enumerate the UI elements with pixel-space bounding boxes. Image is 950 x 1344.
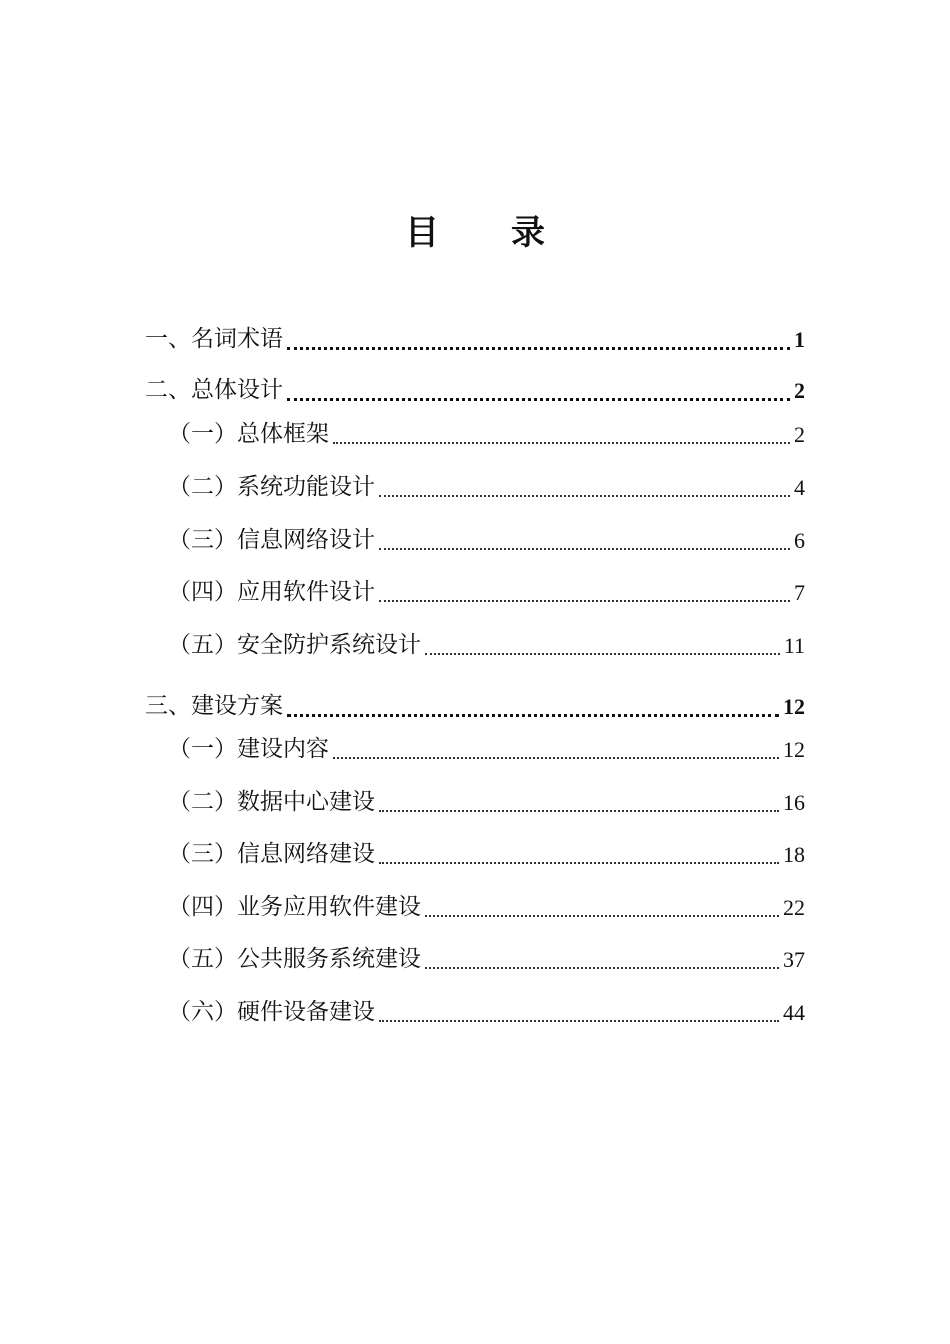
toc-leader-dots — [379, 810, 779, 812]
toc-entry-label: 一、名词术语 — [145, 326, 283, 352]
title-char-1: 目 — [405, 213, 439, 253]
toc-leader-dots — [425, 967, 779, 969]
toc-leader-dots — [379, 495, 790, 497]
toc-entry-label: （三）信息网络设计 — [168, 527, 375, 553]
toc-leader-dots — [425, 915, 779, 917]
toc-entry-label: 三、建设方案 — [145, 693, 283, 719]
toc-entry-label: （一）总体框架 — [168, 421, 329, 447]
toc-entry[interactable] — [168, 942, 805, 976]
toc-entry[interactable] — [168, 523, 805, 557]
toc-entry-label: （一）建设内容 — [168, 736, 329, 762]
page-title — [0, 208, 950, 258]
toc-entry-label: （五）安全防护系统设计 — [168, 632, 421, 658]
toc-entry[interactable] — [145, 322, 805, 356]
toc-entry[interactable] — [168, 732, 805, 766]
toc-entry-page: 2 — [794, 422, 805, 447]
toc-entry[interactable] — [168, 890, 805, 924]
toc-leader-dots — [287, 714, 779, 717]
toc-leader-dots — [333, 757, 779, 759]
toc-entry-page: 22 — [783, 895, 805, 920]
toc-entry-page: 2 — [794, 378, 805, 403]
toc-leader-dots — [379, 1020, 779, 1022]
toc-entry[interactable] — [145, 373, 805, 407]
toc-entry-page: 44 — [783, 1000, 805, 1025]
toc-entry-label: （四）业务应用软件建设 — [168, 894, 421, 920]
toc-entry-page: 4 — [794, 475, 805, 500]
toc-entry[interactable] — [168, 417, 805, 451]
title-char-2: 录 — [511, 213, 545, 253]
toc-entry-page: 16 — [783, 790, 805, 815]
toc-leader-dots — [379, 548, 790, 550]
toc-leader-dots — [379, 600, 790, 602]
toc-entry[interactable] — [145, 689, 805, 723]
toc-entry-label: （二）数据中心建设 — [168, 789, 375, 815]
toc-entry[interactable] — [168, 995, 805, 1029]
toc-entry-page: 18 — [783, 842, 805, 867]
toc-entry-label: （三）信息网络建设 — [168, 841, 375, 867]
toc-entry[interactable] — [168, 837, 805, 871]
toc-entry-label: 二、总体设计 — [145, 377, 283, 403]
toc-entry-page: 12 — [783, 737, 805, 762]
toc-entry-label: （五）公共服务系统建设 — [168, 946, 421, 972]
toc-entry-page: 6 — [794, 528, 805, 553]
toc-entry[interactable] — [168, 628, 805, 662]
toc-entry[interactable] — [168, 575, 805, 609]
toc-leader-dots — [287, 347, 790, 350]
toc-entry-page: 37 — [783, 947, 805, 972]
toc-leader-dots — [287, 398, 790, 401]
toc-entry[interactable] — [168, 785, 805, 819]
toc-entry-label: （二）系统功能设计 — [168, 474, 375, 500]
toc-entry-page: 12 — [783, 694, 805, 719]
toc-entry[interactable] — [168, 470, 805, 504]
toc-entry-label: （四）应用软件设计 — [168, 579, 375, 605]
toc-entry-page: 1 — [794, 327, 805, 352]
toc-leader-dots — [425, 653, 780, 655]
toc-entry-page: 11 — [783, 633, 805, 658]
toc-leader-dots — [333, 442, 790, 444]
toc-entry-page: 7 — [794, 580, 805, 605]
toc-leader-dots — [379, 862, 779, 864]
toc-entry-label: （六）硬件设备建设 — [168, 999, 375, 1025]
